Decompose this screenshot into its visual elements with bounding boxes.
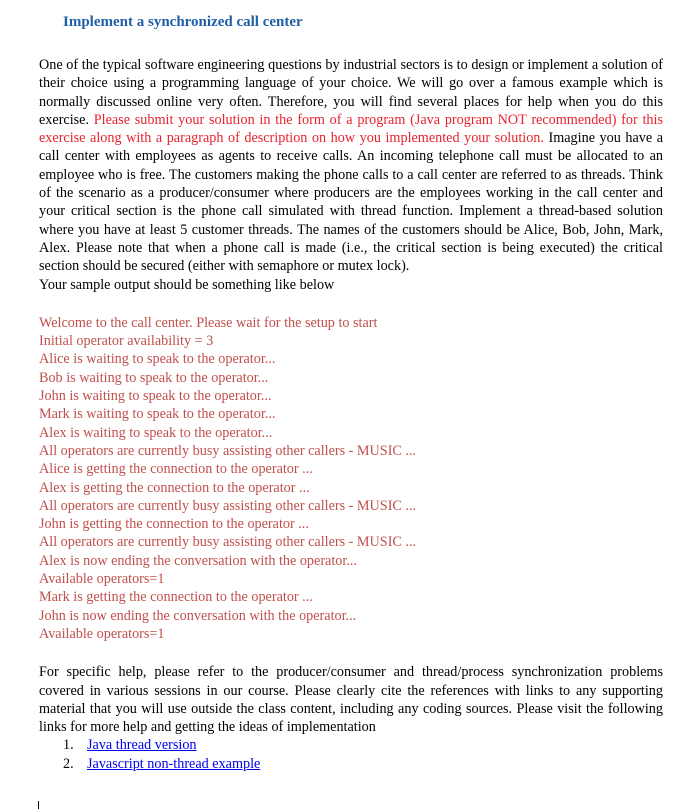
output-line: Available operators=1 — [39, 571, 165, 588]
output-line: John is waiting to speak to the operator... — [39, 388, 272, 405]
document-title: Implement a synchronized call center — [63, 14, 303, 30]
intro-text-2: Imagine you have a call center with employees as agents to receive calls. An incoming telephone call must be allocated to an employee who is free. The customers making the phone calls to a call center are referred to as threads. Think of the scenario as a producer/consumer where producers are the employees working in the call center and your critical section is the phone call simulated with thread function. Implement a thread-based solution where you have at least 5 customer threads. The names of the customers should be Alice, Bob, John, Mark, Alex. Please note that when a phone call is made (i.e., the critical section is being executed) the critical section should be secured (either with semaphore or mutex lock). — [39, 130, 663, 275]
output-line: Alex is getting the connection to the operator ... — [39, 479, 310, 496]
output-line: Mark is getting the connection to the operator ... — [39, 589, 313, 606]
output-line: Initial operator availability = 3 — [39, 333, 214, 350]
output-line: All operators are currently busy assisting other callers - MUSIC ... — [39, 497, 417, 514]
link-item — [39, 755, 663, 773]
list-number: 1. — [63, 737, 74, 754]
output-line: John is getting the connection to the operator ... — [39, 516, 309, 533]
output-line: Alice is waiting to speak to the operator... — [39, 351, 276, 368]
link-item — [39, 736, 663, 754]
intro-text-1: One of the typical software engineering questions by industrial sectors is to design or implement a solution of their choice using a programming language of your choice. We will go over a famous example which is normally discussed online very often. Therefore, you will find several places for help when you do this exercise. — [39, 57, 663, 128]
output-line: Mark is waiting to speak to the operator... — [39, 406, 276, 423]
output-line: All operators are currently busy assisting other callers - MUSIC ... — [39, 534, 417, 551]
output-line: Welcome to the call center. Please wait for the setup to start — [39, 314, 378, 331]
sample-output-intro: Your sample output should be something like below — [39, 276, 335, 293]
output-line: Alex is waiting to speak to the operator... — [39, 424, 273, 441]
submission-instructions: Please submit your solution in the form of a program (Java program NOT recommended) for this exercise along with a paragraph of description on how you implemented your solution. — [39, 111, 663, 147]
javascript-example-link[interactable]: Javascript non-thread example — [87, 755, 261, 772]
output-line: Bob is waiting to speak to the operator... — [39, 369, 269, 386]
output-line: Alex is now ending the conversation with the operator... — [39, 552, 357, 569]
sample-output — [39, 314, 663, 643]
reference-links — [39, 736, 663, 773]
output-line: Alice is getting the connection to the operator ... — [39, 461, 313, 478]
intro-paragraph — [39, 56, 663, 276]
output-line: All operators are currently busy assisting other callers - MUSIC ... — [39, 442, 417, 459]
closing-paragraph: For specific help, please refer to the producer/consumer and thread/process synchronization problems covered in various sessions in our course. Please clearly cite the references with links to any supporting material that you will use outside the class content, including any coding sources. Please visit the following links for more help and getting the ideas of implementation — [39, 664, 663, 736]
document — [39, 8, 663, 773]
list-number: 2. — [63, 755, 74, 772]
java-thread-link[interactable]: Java thread version — [87, 737, 197, 754]
output-line: Available operators=1 — [39, 625, 165, 642]
text-cursor — [38, 801, 39, 809]
output-line: John is now ending the conversation with the operator... — [39, 607, 357, 624]
